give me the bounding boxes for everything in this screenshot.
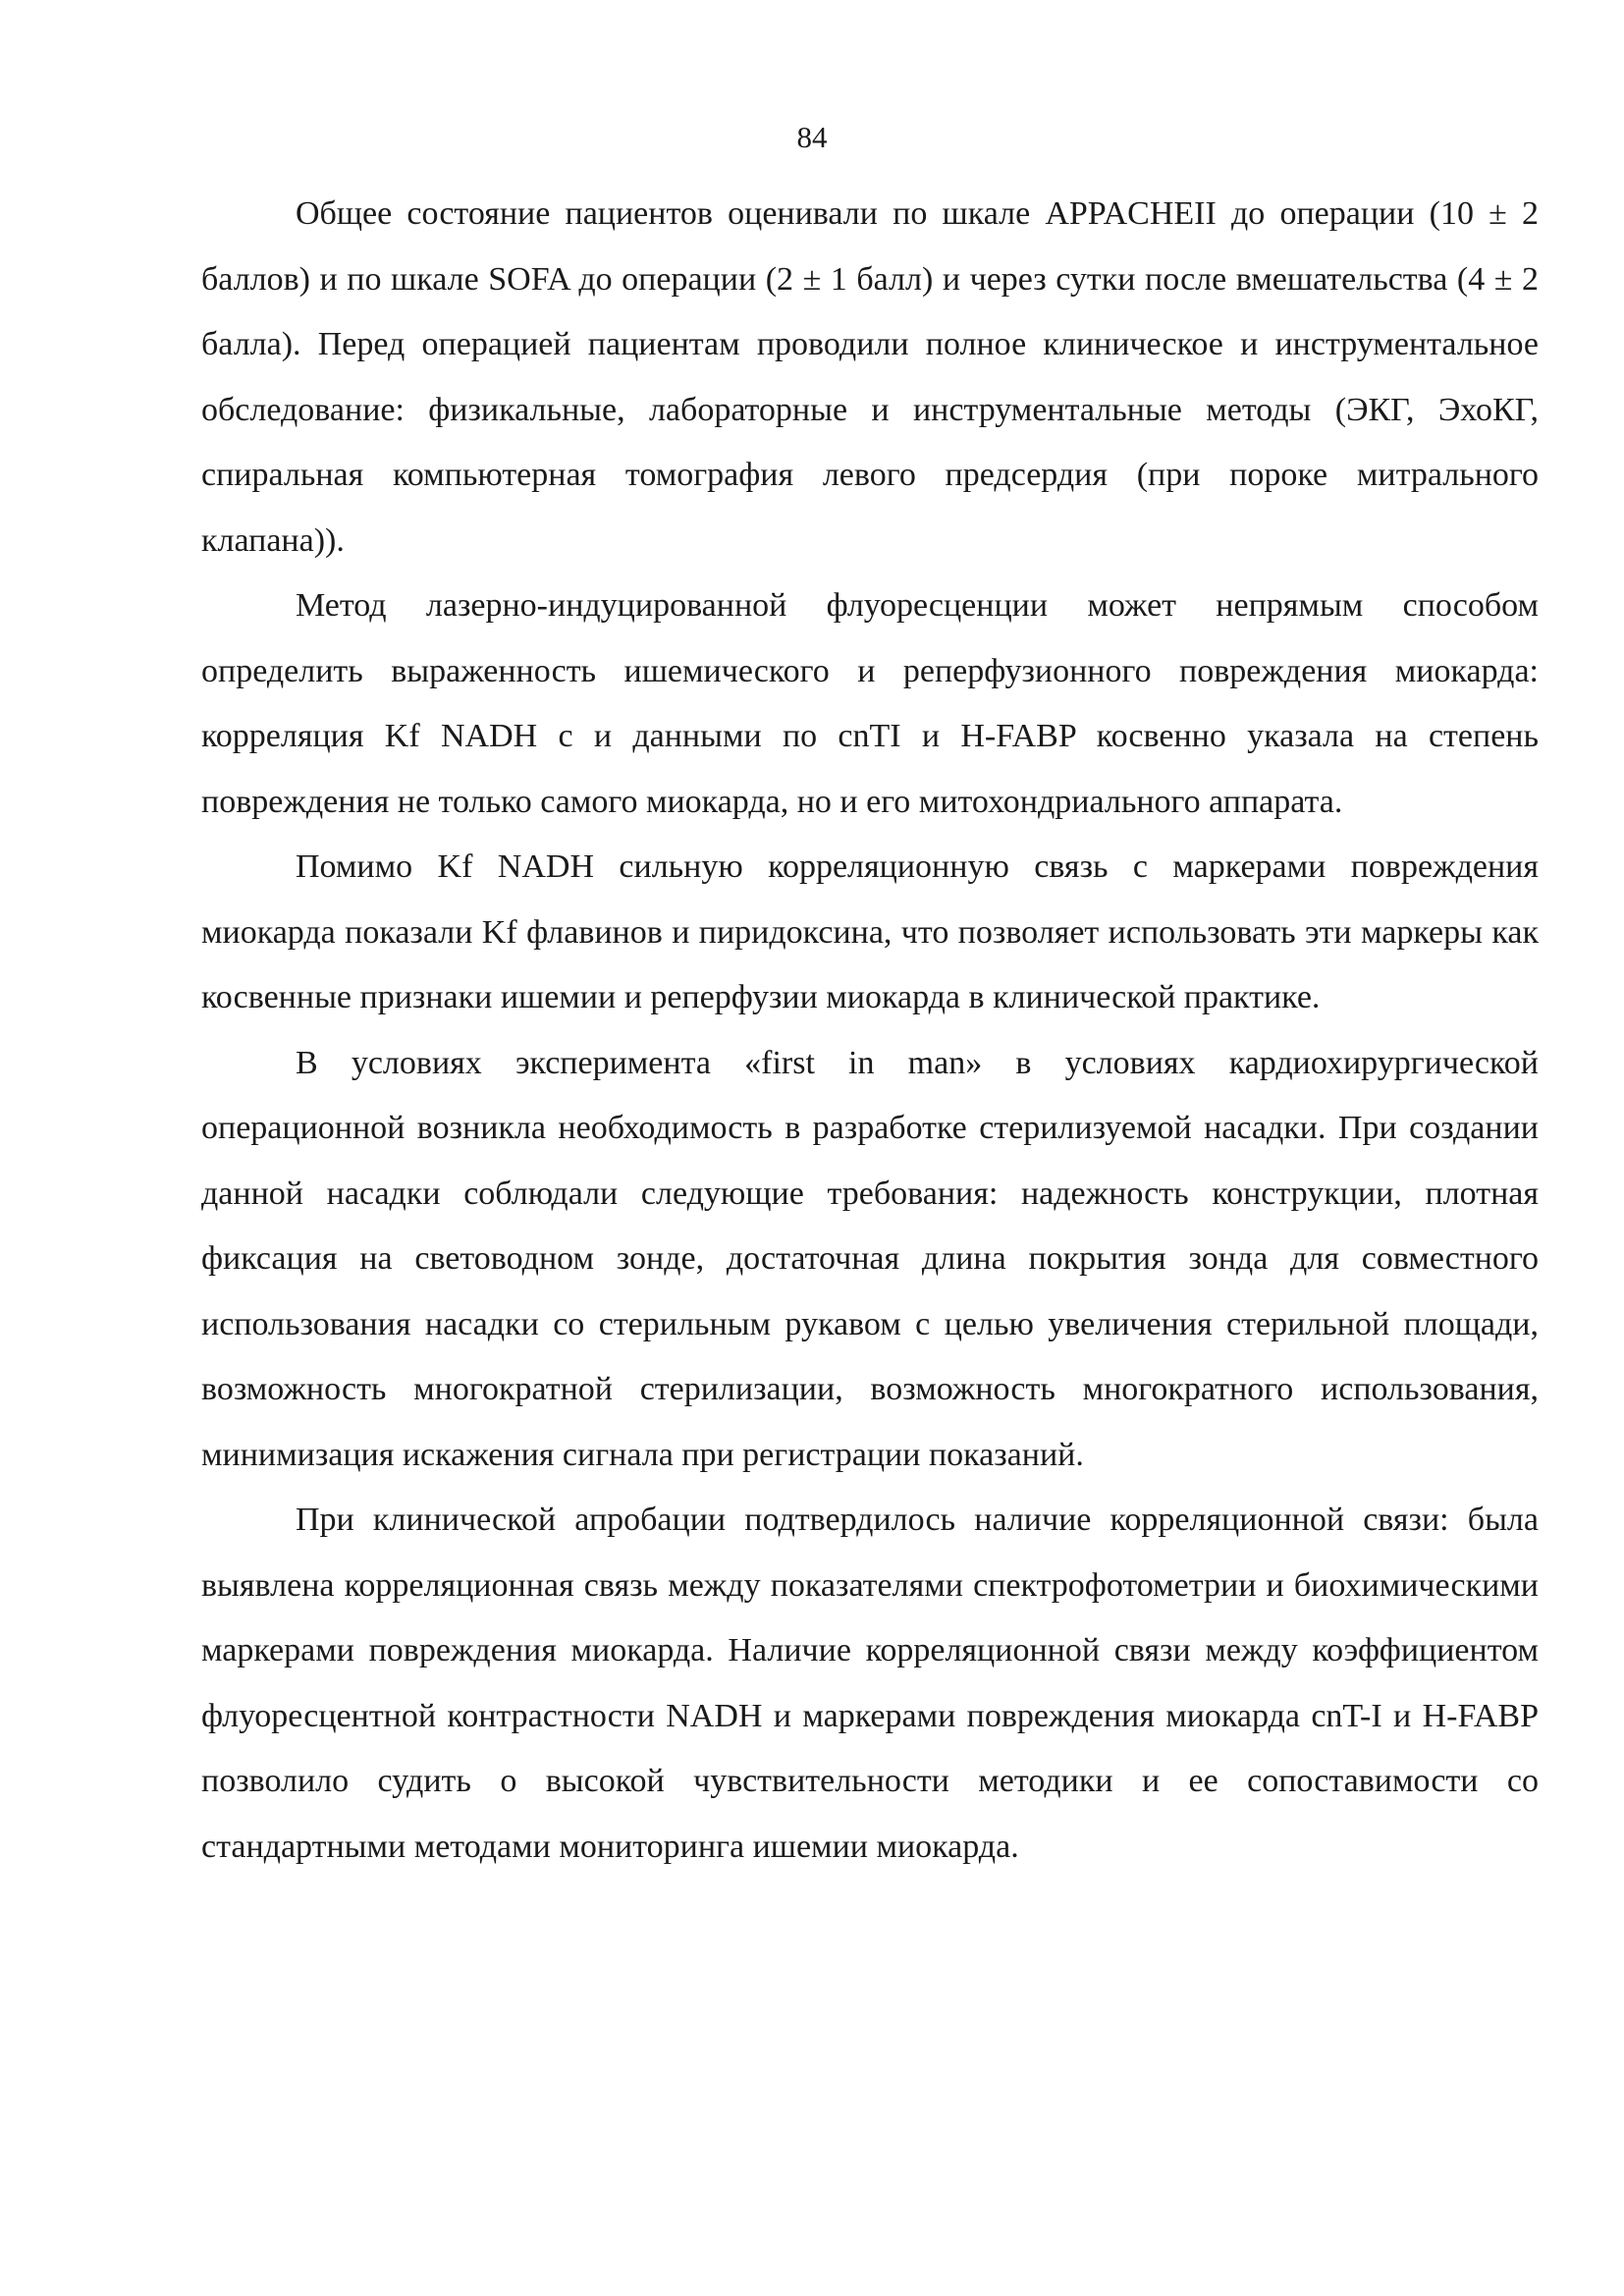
paragraph-clinical-approbation: При клинической апробации подтвердилось наличие корреляционной связи: была выявлена корреляционная связь между показателями спектрофотометрии и биохимическими маркерами повреждения миокарда. Наличие корреляционной связи между коэффициентом флуоресцентной контрастности NADH и маркерами повреждения миокарда cnT-I и H-FABP позволило судить о высокой чувствительности методики и ее сопоставимости со стандартными методами мониторинга ишемии миокарда. [201, 1502, 1539, 1865]
paragraph-markers-correlation: Помимо Kf NADH сильную корреляционную связь с маркерами повреждения миокарда показали Kf флавинов и пиридоксина, что позволяет использовать эти маркеры как косвенные признаки ишемии и реперфузии миокарда в клинической практике. [201, 848, 1539, 1015]
body-text [201, 182, 1539, 1880]
paragraph-patient-assessment: Общее состояние пациентов оценивали по шкале APPACHEII до операции (10 ± 2 баллов) и по шкале SOFA до операции (2 ± 1 балл) и через сутки после вмешательства (4 ± 2 балла). Перед операцией пациентам проводили полное клиническое и инструментальное обследование: физикальные, лабораторные и инструментальные методы (ЭКГ, ЭхоКГ, спиральная компьютерная томография левого предсердия (при пороке митрального клапана)). [201, 195, 1539, 559]
page-number: 84 [796, 120, 828, 154]
paragraph-fluorescence-method: Метод лазерно-индуцированной флуоресценции может непрямым способом определить выраженность ишемического и реперфузионного повреждения миокарда: корреляция Kf NADH с и данными по cnTI и H-FABP косвенно указала на степень повреждения не только самого миокарда, но и его митохондриального аппарата. [201, 587, 1539, 820]
paragraph-sterilizable-nozzle: В условиях эксперимента «first in man» в условиях кардиохирургической операционной возникла необходимость в разработке стерилизуемой насадки. При создании данной насадки соблюдали следующие требования: надежность конструкции, плотная фиксация на световодном зонде, достаточная длина покрытия зонда для совместного использования насадки со стерильным рукавом с целью увеличения стерильной площади, возможность многократной стерилизации, возможность многократного использования, минимизация искажения сигнала при регистрации показаний. [201, 1044, 1539, 1473]
